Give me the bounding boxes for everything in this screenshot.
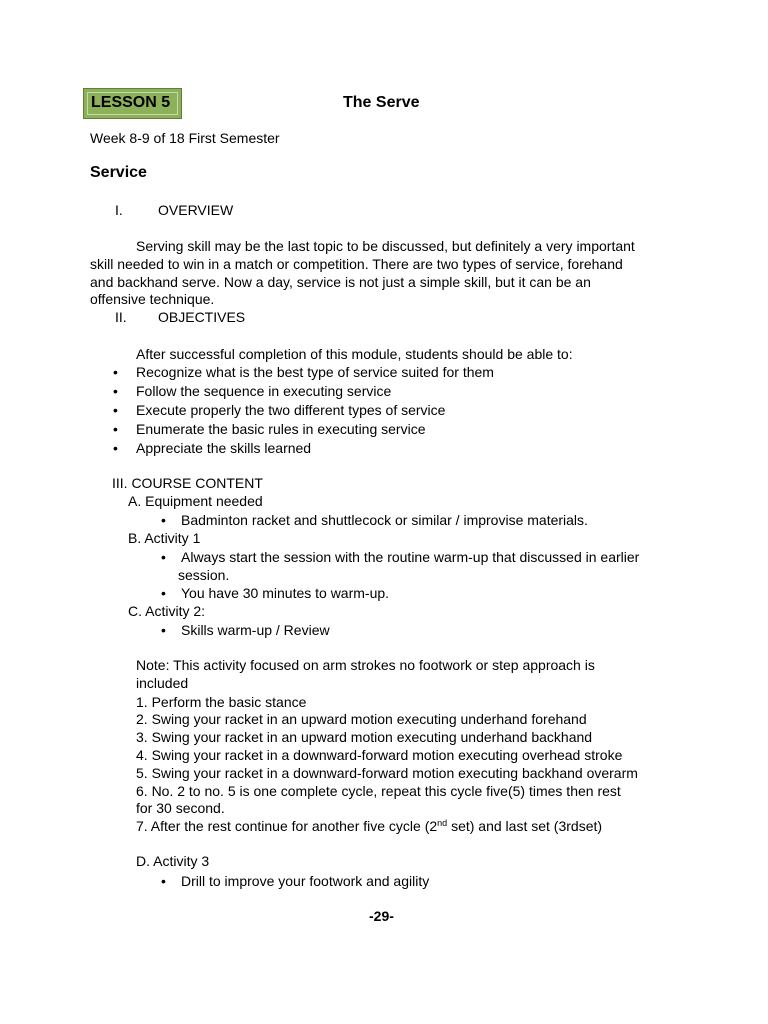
activity2-item: Skills warm-up / Review <box>181 622 330 638</box>
objectives-numeral: II. <box>115 309 127 325</box>
objective-item: Follow the sequence in executing service <box>136 383 392 399</box>
overview-heading: OVERVIEW <box>158 202 234 218</box>
course-content-heading: III. COURSE CONTENT <box>112 475 263 491</box>
objectives-heading: OBJECTIVES <box>158 309 246 325</box>
page-number: -29- <box>369 908 394 924</box>
bullet-icon: • <box>161 585 166 601</box>
page-title: The Serve <box>343 94 420 111</box>
note-line: Note: This activity focused on arm strokes no footwork or step approach is <box>136 657 595 673</box>
bullet-icon: • <box>161 549 166 565</box>
objectives-intro: After successful completion of this module, students should be able to: <box>136 346 573 362</box>
overview-line: offensive technique. <box>90 291 215 307</box>
step-item: 3. Swing your racket in an upward motion executing underhand backhand <box>136 729 593 745</box>
activity1-item: Always start the session with the routine warm-up that discussed in earlier <box>181 549 640 565</box>
bullet-icon: • <box>161 873 166 889</box>
overview-line: and backhand serve. Now a day, service is not just a simple skill, but it can be an <box>90 274 591 290</box>
bullet-icon: • <box>113 421 118 437</box>
step-item: 1. Perform the basic stance <box>136 694 307 710</box>
step-item: 5. Swing your racket in a downward-forward motion executing backhand overarm <box>136 765 638 781</box>
step-item <box>136 817 602 835</box>
equipment-item: Badminton racket and shuttlecock or similar / improvise materials. <box>181 512 588 528</box>
bullet-icon: • <box>113 402 118 418</box>
step7-superscript: nd <box>437 818 448 828</box>
step-item-cont: for 30 second. <box>136 800 225 816</box>
bullet-icon: • <box>113 383 118 399</box>
overview-line: Serving skill may be the last topic to be discussed, but definitely a very important <box>136 238 635 254</box>
section-heading: Service <box>90 164 147 181</box>
step-item: 2. Swing your racket in an upward motion executing underhand forehand <box>136 711 587 727</box>
subsection-d-label: D. Activity 3 <box>136 853 210 869</box>
step-item: 4. Swing your racket in a downward-forward motion executing overhead stroke <box>136 747 623 763</box>
activity1-item: You have 30 minutes to warm-up. <box>181 585 390 601</box>
note-line: included <box>136 675 189 691</box>
bullet-icon: • <box>161 622 166 638</box>
step7-text-end: set) and last set (3rdset) <box>447 818 603 834</box>
objective-item: Recognize what is the best type of service suited for them <box>136 364 494 380</box>
activity1-item-cont: session. <box>178 567 230 583</box>
step7-text: 7. After the rest continue for another five cycle (2 <box>136 818 438 834</box>
objective-item: Execute properly the two different types of service <box>136 402 446 418</box>
subsection-c-label: C. Activity 2: <box>128 603 206 619</box>
activity3-item: Drill to improve your footwork and agility <box>181 873 430 889</box>
overview-line: skill needed to win in a match or competition. There are two types of service, forehand <box>90 256 623 272</box>
bullet-icon: • <box>113 364 118 380</box>
bullet-icon: • <box>161 512 166 528</box>
overview-numeral: I. <box>115 202 123 218</box>
subsection-b-label: B. Activity 1 <box>128 530 201 546</box>
objective-item: Appreciate the skills learned <box>136 440 312 456</box>
step-item: 6. No. 2 to no. 5 is one complete cycle, repeat this cycle five(5) times then rest <box>136 783 621 799</box>
week-info: Week 8-9 of 18 First Semester <box>90 130 280 146</box>
lesson-label: LESSON 5 <box>91 94 171 111</box>
bullet-icon: • <box>113 440 118 456</box>
objective-item: Enumerate the basic rules in executing service <box>136 421 426 437</box>
subsection-a-label: A. Equipment needed <box>128 493 263 509</box>
